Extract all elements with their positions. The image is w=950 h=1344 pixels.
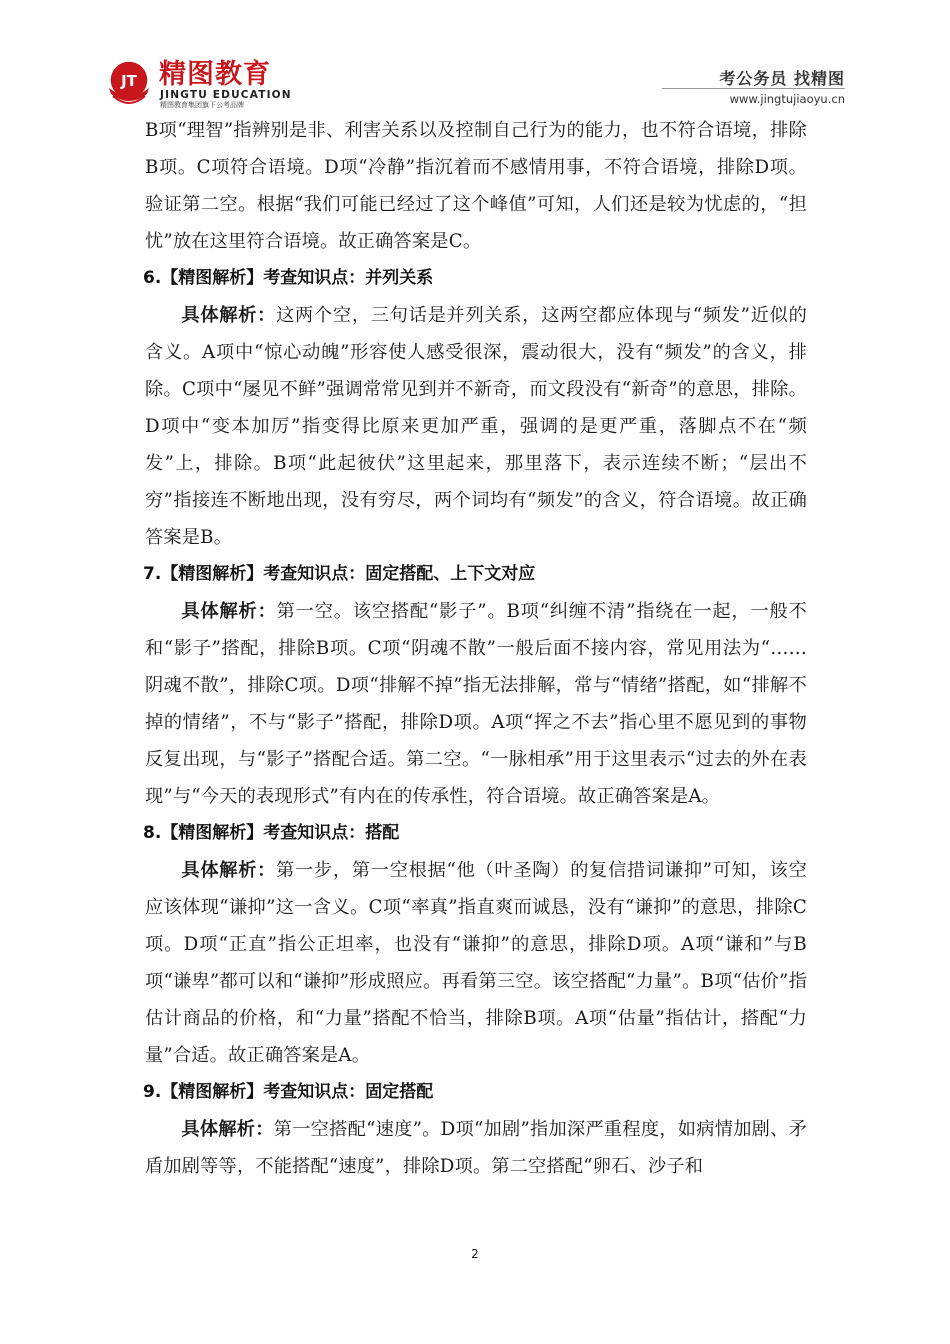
question-6-analysis bbox=[145, 297, 807, 556]
analysis-text: 第一空搭配“速度”。D项“加剧”指加深严重程度，如病情加剧、矛盾加剧等等，不能搭配“速度”，排除D项。第二空搭配“卵石、沙子和 bbox=[145, 1119, 807, 1177]
logo-emblem-text: JT bbox=[121, 72, 137, 90]
question-8-heading: 8.【精图解析】考查知识点：搭配 bbox=[143, 823, 400, 843]
question-9-analysis bbox=[145, 1111, 807, 1185]
logo-tagline: 精图教育集团旗下公考品牌 bbox=[160, 101, 244, 109]
question-7-analysis bbox=[145, 593, 807, 815]
analysis-text: 这两个空，三句话是并列关系，这两空都应体现与“频发”近似的含义。A项中“惊心动魄”形容使人感受很深，震动很大，没有“频发”的含义，排除。C项中“屡见不鲜”强调常常见到并不新奇，而文段没有“新奇”的意思，排除。D项中“变本加厉”指变得比原来更加严重，强调的是更严重，落脚点不在“频发”上，排除。B项“此起彼伏”这里起来，那里落下，表示连续不断；“层出不穷”指接连不断地出现，没有穷尽，两个词均有“频发”的含义，符合语境。故正确答案是B。 bbox=[145, 305, 807, 548]
continuation-paragraph: B项“理智”指辨别是非、利害关系以及控制自己行为的能力，也不符合语境，排除B项。C项符合语境。D项“冷静”指沉着而不感情用事，不符合语境，排除D项。验证第二空。根据“我们可能已经过了这个峰值”可知，人们还是较为忧虑的，“担忧”放在这里符合语境。故正确答案是C。 bbox=[145, 120, 807, 252]
page-header bbox=[0, 0, 950, 115]
logo-name-cn: 精图教育 bbox=[159, 59, 271, 90]
question-8-analysis bbox=[145, 852, 807, 1074]
question-9-heading: 9.【精图解析】考查知识点：固定搭配 bbox=[143, 1082, 434, 1102]
header-divider bbox=[662, 88, 845, 89]
analysis-label: 具体解析： bbox=[181, 601, 277, 622]
logo-name-en: JINGTU EDUCATION bbox=[160, 89, 292, 101]
question-6-heading: 6.【精图解析】考查知识点：并列关系 bbox=[143, 268, 434, 288]
jt-emblem-icon bbox=[103, 58, 155, 110]
question-7-heading: 7.【精图解析】考查知识点：固定搭配、上下文对应 bbox=[143, 564, 536, 584]
analysis-text: 第一空。该空搭配“影子”。B项“纠缠不清”指绕在一起，一般不和“影子”搭配，排除B项。C项“阴魂不散”一般后面不接内容，常见用法为“……阴魂不散”，排除C项。D项“排解不掉”指无法排解，常与“情绪”搭配，如“排解不掉的情绪”，不与“影子”搭配，排除D项。A项“挥之不去”指心里不愿见到的事物反复出现，与“影子”搭配合适。第二空。“一脉相承”用于这里表示“过去的外在表现”与“今天的表现形式”有内在的传承性，符合语境。故正确答案是A。 bbox=[145, 601, 807, 807]
header-website: www.jingtujiaoyu.cn bbox=[729, 92, 845, 106]
analysis-label: 具体解析： bbox=[181, 305, 277, 326]
analysis-text: 第一步，第一空根据“他（叶圣陶）的复信措词谦抑”可知，该空应该体现“谦抑”这一含义。C项“率真”指直爽而诚恳，没有“谦抑”的意思，排除C项。D项“正直”指公正坦率，也没有“谦抑”的意思，排除D项。A项“谦和”与B项“谦卑”都可以和“谦抑”形成照应。再看第三空。该空搭配“力量”。B项“估价”指估计商品的价格，和“力量”搭配不恰当，排除B项。A项“估量”指估计，搭配“力量”合适。故正确答案是A。 bbox=[145, 860, 807, 1066]
page-number: 2 bbox=[471, 1247, 479, 1261]
document-body bbox=[145, 112, 807, 1185]
header-slogan: 考公务员 找精图 bbox=[719, 69, 845, 88]
analysis-label: 具体解析： bbox=[181, 860, 277, 881]
analysis-label: 具体解析： bbox=[181, 1119, 274, 1140]
jingtu-logo bbox=[103, 58, 423, 110]
